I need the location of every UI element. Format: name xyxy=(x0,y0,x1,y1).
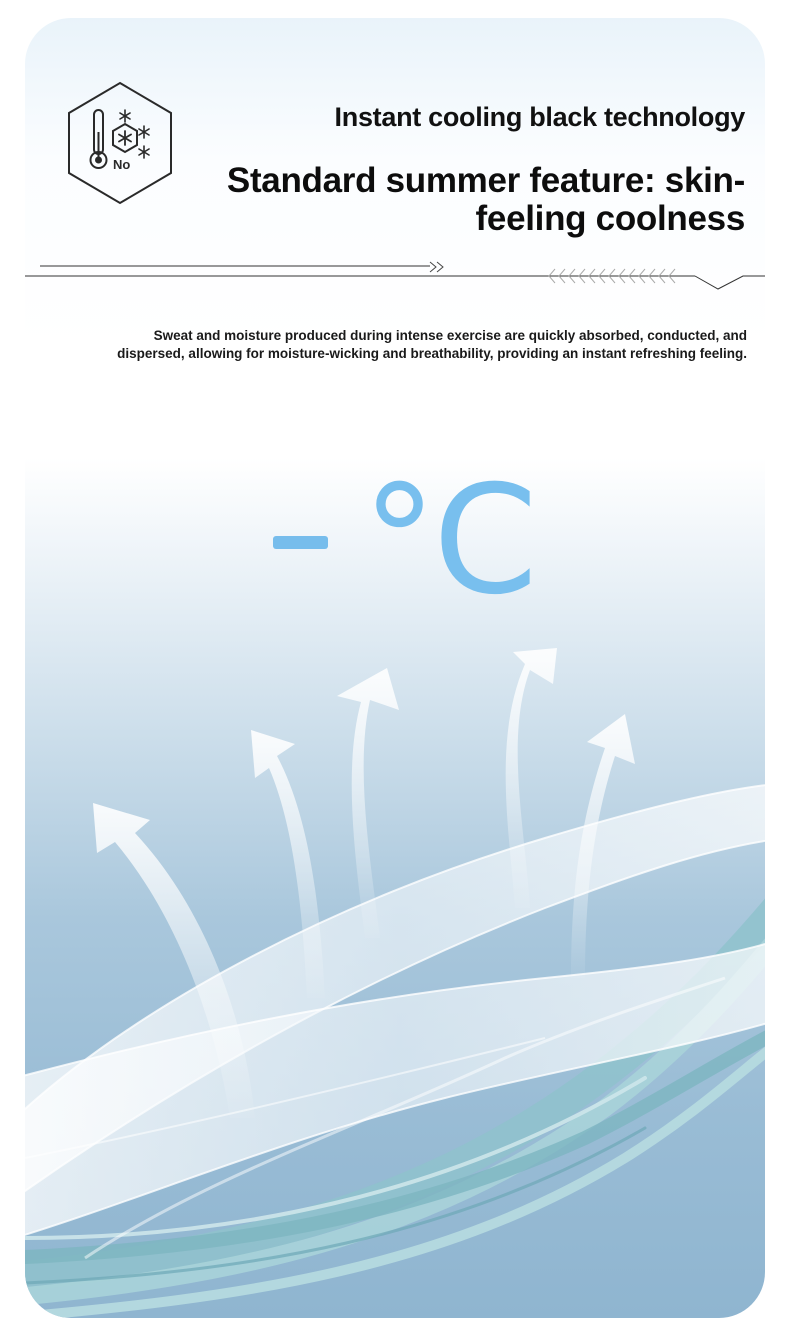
thermometer-snowflake-icon xyxy=(65,80,175,206)
page-title: Standard summer feature: skin-feeling coolness xyxy=(226,161,745,238)
cooling-badge xyxy=(65,80,175,206)
feature-card xyxy=(25,18,765,1318)
divider-line xyxy=(25,256,765,296)
minus-sign xyxy=(273,536,328,549)
badge-label: No xyxy=(113,157,131,172)
subtitle: Instant cooling black technology xyxy=(334,102,745,132)
temperature-drop xyxy=(270,454,534,628)
celsius-unit: °C xyxy=(362,454,534,628)
description: Sweat and moisture produced during intense exercise are quickly absorbed, conducted, and dispersed, allowing for moisture-wicking and breathability, providing an instant refreshing feeling. xyxy=(117,328,747,361)
